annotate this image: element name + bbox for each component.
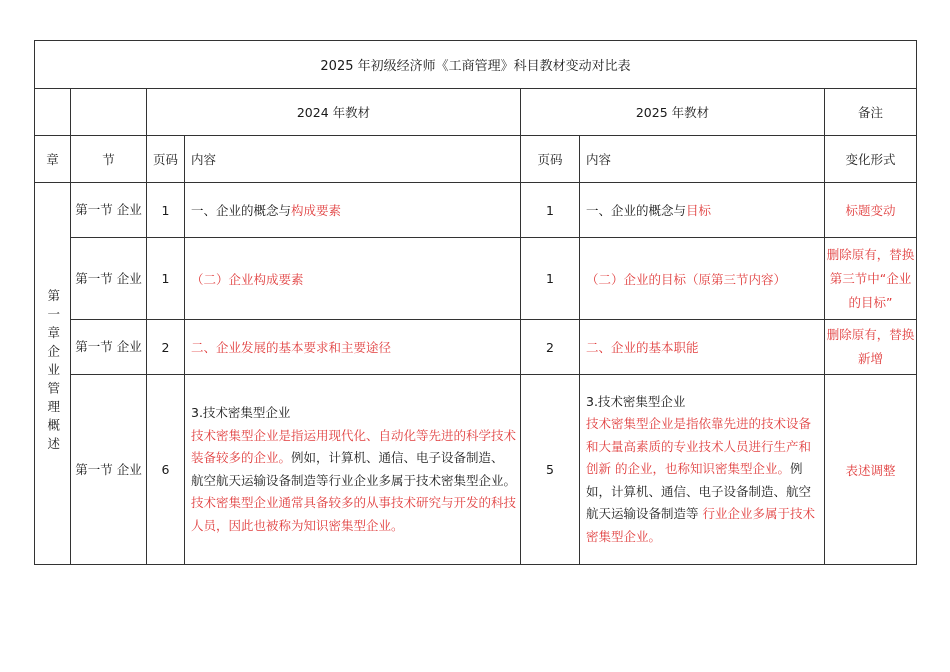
title-row (35, 41, 917, 89)
content-2024: （二）企业构成要素 (185, 238, 521, 320)
changed-text: 目标 (686, 203, 712, 218)
content-heading: 3.技术密集型企业 (586, 393, 686, 409)
page-2024: 6 (147, 375, 185, 565)
empty-cell (35, 89, 71, 136)
table-row (35, 238, 917, 320)
content-text: 一、企业的概念与 (586, 203, 687, 218)
change-type: 删除原有，替换新增 (825, 320, 917, 375)
content-2024 (185, 375, 521, 565)
content-2024: 二、企业发展的基本要求和主要途径 (185, 320, 521, 375)
table-row (35, 375, 917, 565)
page-2024: 1 (147, 238, 185, 320)
content-2024 (185, 183, 521, 238)
group-header-row (35, 89, 917, 136)
content-2025 (580, 375, 825, 565)
col-content-2025: 内容 (580, 136, 825, 183)
changed-text: 技术密集型企业通常具备较多的从事技术研究与开发的科技人员，因此也被称为知识密集型企业。 (191, 495, 517, 533)
change-type: 标题变动 (825, 183, 917, 238)
page-2024: 1 (147, 183, 185, 238)
section-cell: 第一节 企业 (71, 320, 147, 375)
change-type: 表述调整 (825, 375, 917, 565)
comparison-table (34, 40, 917, 565)
table-row (35, 320, 917, 375)
chapter-name: 第一章企业管理概述 (45, 288, 61, 456)
header-2024: 2024 年教材 (147, 89, 521, 136)
chapter-cell (35, 183, 71, 565)
column-header-row (35, 136, 917, 183)
table-title: 2025 年初级经济师《工商管理》科目教材变动对比表 (35, 41, 917, 89)
content-text: 例如，计算机、通信、电子设备制造、航空航天运输设备制造等 (586, 461, 812, 522)
empty-cell (71, 89, 147, 136)
col-section: 节 (71, 136, 147, 183)
col-content-2024: 内容 (185, 136, 521, 183)
changed-text: 构成要素 (291, 203, 342, 218)
changed-text: 技术密集型企业是指依靠先进的技术设备和大量高素质的专业技术人员进行生产和创新 的企业，也称知识密集型企业。 (586, 416, 812, 477)
col-chapter: 章 (35, 136, 71, 183)
table-row (35, 183, 917, 238)
header-remark: 备注 (825, 89, 917, 136)
content-2025: （二）企业的目标（原第三节内容） (580, 238, 825, 320)
content-text: 一、企业的概念与 (191, 203, 292, 218)
page-2025: 2 (521, 320, 580, 375)
changed-text: 行业企业多属于技术密集型企业。 (586, 506, 815, 544)
page-2025: 1 (521, 238, 580, 320)
col-change-type: 变化形式 (825, 136, 917, 183)
section-cell: 第一节 企业 (71, 238, 147, 320)
content-text: 例如，计算机、通信、电子设备制造、航空航天运输设备制造等行业企业多属于技术密集型企业。 (191, 450, 517, 488)
col-page-2024: 页码 (147, 136, 185, 183)
content-2025: 二、企业的基本职能 (580, 320, 825, 375)
header-2025: 2025 年教材 (521, 89, 825, 136)
col-page-2025: 页码 (521, 136, 580, 183)
page-2024: 2 (147, 320, 185, 375)
changed-text: 技术密集型企业是指运用现代化、自动化等先进的科学技术装备较多的企业。 (191, 427, 517, 465)
section-cell: 第一节 企业 (71, 375, 147, 565)
content-2025 (580, 183, 825, 238)
content-heading: 3.技术密集型企业 (191, 405, 291, 420)
section-cell: 第一节 企业 (71, 183, 147, 238)
page-2025: 1 (521, 183, 580, 238)
page-2025: 5 (521, 375, 580, 565)
change-type: 删除原有，替换第三节中“企业的目标” (825, 238, 917, 320)
